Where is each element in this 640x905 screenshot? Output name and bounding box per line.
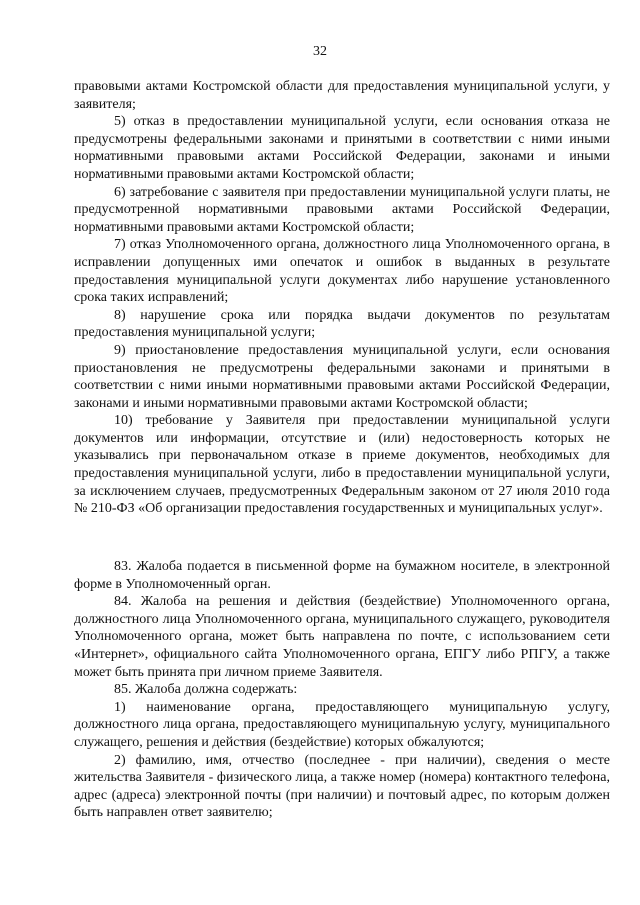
paragraph-85-item-1: 1) наименование органа, предоставляющего муниципальную услугу, должностного лица органа, предоставляющего муниципальную услугу, муниципального служащего, решения и действия (бездействие) которых обжалуются; xyxy=(74,699,610,750)
paragraph-item-8: 8) нарушение срока или порядка выдачи документов по результатам предоставления муниципальной услуги; xyxy=(74,307,610,341)
paragraph-item-10: 10) требование у Заявителя при предоставлении муниципальной услуги документов или информации, отсутствие и (или) недостоверность которых не указывались при первоначальном отказе в приеме документов, необходимых для предоставления муниципальной услуги, либо в предоставлении муниципальной услуги, за исключением случаев, предусмотренных Федеральным законом от 27 июля 2010 года № 210-ФЗ «Об организации предоставления государственных и муниципальных услуг». xyxy=(74,413,610,517)
paragraph-item-7: 7) отказ Уполномоченного органа, должностного лица Уполномоченного органа, в исправлении допущенных ими опечаток и ошибок в выданных в результате предоставления муниципальной услуги документах либо нарушение установленного срока таких исправлений; xyxy=(74,237,610,306)
paragraph-item-6: 6) затребование с заявителя при предоставлении муниципальной услуги платы, не предусмотренной нормативными правовыми актами Российской Федерации, нормативными правовыми актами Костромской области; xyxy=(74,184,610,235)
paragraph-85: 85. Жалоба должна содержать: xyxy=(114,682,298,698)
paragraph-84: 84. Жалоба на решения и действия (бездействие) Уполномоченного органа, должностного лица Уполномоченного органа, муниципального служащего, руководителя Уполномоченного органа, может быть направлена по почте, с использованием сети «Интернет», официального сайта Уполномоченного органа, ЕПГУ либо РПГУ, а также может быть принята при личном приеме Заявителя. xyxy=(74,594,610,680)
paragraph-item-9: 9) приостановление предоставления муниципальной услуги, если основания приостановления не предусмотрены федеральными законами и принятыми в соответствии с ними иными нормативными правовыми актами Российской Федерации, законами и иными нормативными правовыми актами Костромской области; xyxy=(74,342,610,411)
paragraph-item-5: 5) отказ в предоставлении муниципальной услуги, если основания отказа не предусмотрены федеральными законами и принятыми в соответствии с ними иными нормативными правовыми актами Российской Федерации, законами и иными нормативными правовыми актами Костромской области; xyxy=(74,114,610,182)
paragraph-continuation: правовыми актами Костромской области для предоставления муниципальной услуги, у заявителя; xyxy=(74,79,610,112)
bottom-text-block xyxy=(74,558,610,822)
top-text-block xyxy=(74,78,610,518)
paragraph-83: 83. Жалоба подается в письменной форме на бумажном носителе, в электронной форме в Уполномоченный орган. xyxy=(74,559,610,592)
paragraph-85-item-2: 2) фамилию, имя, отчество (последнее - при наличии), сведения о месте жительства Заявителя - физического лица, а также номер (номера) контактного телефона, адрес (адреса) электронной почты (при наличии) и почтовый адрес, по которым должен быть направлен ответ заявителю; xyxy=(74,752,610,821)
page-number: 32 xyxy=(313,44,327,59)
